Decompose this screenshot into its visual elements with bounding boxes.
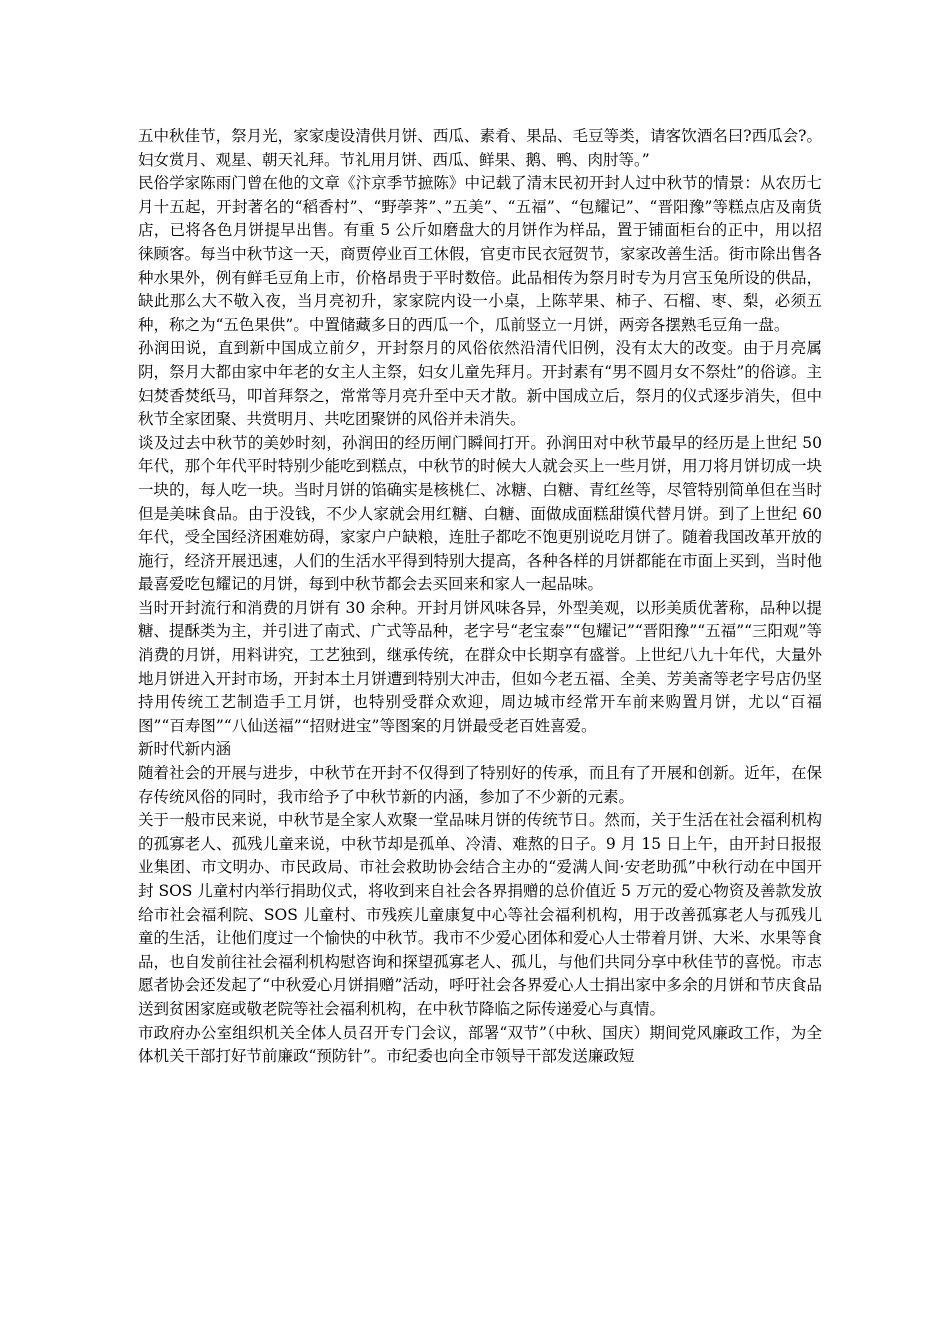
paragraph-past-memories: 谈及过去中秋节的美妙时刻，孙润田的经历闸门瞬间打开。孙润田对中秋节最早的经历是上世纪 50 年代，那个年代平时特别少能吃到糕点，中秋节的时候大人就会买上一些月饼，用刀将月饼切成一块一块的，每人吃一块。当时月饼的馅确实是核桃仁、冰糖、白糖、青红丝等，尽管特别简单但在当时但是美味食品。由于没钱，不少人家就会用红糖、白糖、面做成面糕甜馍代替月饼。到了上世纪 60 年代，受全国经济困难妨碍，家家户户缺粮，连肚子都吃不饱更别说吃月饼了。随着我国改革开放的施行，经济开展迅速，人们的生活水平得到特别大提高，各种各样的月饼都能在市面上买到，当时他最喜爱吃包耀记的月饼，每到中秋节都会去买回来和家人一起品味。	[138, 433, 822, 594]
document-body	[138, 125, 822, 1069]
paragraph-new-connotation: 随着社会的开展与进步，中秋节在开封不仅得到了特别好的传承，而且有了开展和创新。近年，在保存传统风俗的同时，我市给予了中秋节新的内涵，参加了不少新的元素。	[138, 764, 822, 806]
paragraph-government-meeting: 市政府办公室组织机关全体人员召开专门会议，部署“双节”（中秋、国庆）期间党风廉政工作，为全体机关干部打好节前廉政“预防针”。市纪委也向全市领导干部发送廉政短	[138, 1023, 822, 1066]
paragraph-charity-activities: 关于一般市民来说，中秋节是全家人欢聚一堂品味月饼的传统节日。然而，关于生活在社会福利机构的孤寡老人、孤残儿童来说，中秋节却是孤单、冷清、难熬的日子。9 月 15 日上午，由开封日报报业集团、市文明办、市民政局、市社会救助协会结合主办的“爱满人间·安老助孤”中秋行动在中国开封 SOS 儿童村内举行捐助仪式，将收到来自社会各界捐赠的总价值近 5 万元的爱心物资及善款发放给市社会福利院、SOS 儿童村、市残疾儿童康复中心等社会福利机构，用于改善孤寡老人与孤残儿童的生活，让他们度过一个愉快的中秋节。我市不少爱心团体和爱心人士带着月饼、大米、水果等食品，也自发前往社会福利机构慰咨询和探望孤寡老人、孤儿，与他们共同分享中秋佳节的喜悦。市志愿者协会还发起了“中秋爱心月饼捐赠”活动，呼吁社会各界爱心人士捐出家中多余的月饼和节庆食品送到贫困家庭或敬老院等社会福利机构，在中秋节降临之际传递爱心与真情。	[138, 811, 822, 1018]
paragraph-mid-autumn-customs: 五中秋佳节，祭月光，家家虔设清供月饼、西瓜、素肴、果品、毛豆等类，请客饮酒名曰?西瓜会?。妇女赏月、观星、朝天礼拜。节礼用月饼、西瓜、鲜果、鹅、鸭、肉肘等。”	[138, 127, 822, 169]
paragraph-sun-runtian-moon-worship: 孙润田说，直到新中国成立前夕，开封祭月的风俗依然沿清代旧例，没有太大的改变。由于月亮属阴，祭月大都由家中年老的女主人主祭，妇女儿童先拜月。开封素有“男不圆月女不祭灶”的俗谚。主妇焚香焚纸马，叩首拜祭之，常常等月亮升至中天才散。新中国成立后，祭月的仪式逐步消失，但中秋节全家团聚、共赏明月、共吃团聚饼的风俗并未消失。	[138, 339, 822, 429]
paragraph-mooncake-varieties: 当时开封流行和消费的月饼有 30 余种。开封月饼风味各异，外型美观，以形美质优著称，品种以提糖、提酥类为主，并引进了南式、广式等品种，老字号“老宝泰”“包耀记”“晋阳豫”“五福”“三阳观”等消费的月饼，用料讲究，工艺独到，继承传统，在群众中长期享有盛誉。上世纪八九十年代，大量外地月饼进入开封市场，开封本土月饼遭到特别大冲击，但如今老五福、全美、芳美斋等老字号店仍坚持用传统工艺制造手工月饼，也特别受群众欢迎，周边城市经常开车前来购置月饼，尤以“百福图”“百寿图”“八仙送福”“招财进宝”等图案的月饼最受老百姓喜爱。	[138, 598, 822, 735]
paragraph-chen-yumen-records: 民俗学家陈雨门曾在他的文章《汴京季节摭陈》中记载了清末民初开封人过中秋节的情景：从农历七月十五起，开封著名的“稻香村”、“野荸荠”、”五美”、“五福”、“包耀记”、“晋阳豫”等糕点店及南货店，已将各色月饼提早出售。有重 5 公斤如磨盘大的月饼作为样品，置于铺面柜台的正中，用以招徕顾客。每当中秋节这一天，商贾停业百工休假，官吏市民衣冠贺节，家家改善生活。街市除出售各种水果外，例有鲜毛豆角上市，价格昂贵于平时数倍。此品相传为祭月时专为月宫玉兔所设的供品，缺此那么大不敬入夜，当月亮初升，家家院内设一小桌，上陈苹果、柿子、石榴、枣、梨，必须五种，称之为“五色果供”。中置储藏多日的西瓜一个，瓜前竖立一月饼，两旁各摆熟毛豆角一盘。	[138, 174, 822, 334]
section-heading-new-era: 新时代新内涵	[138, 740, 232, 759]
